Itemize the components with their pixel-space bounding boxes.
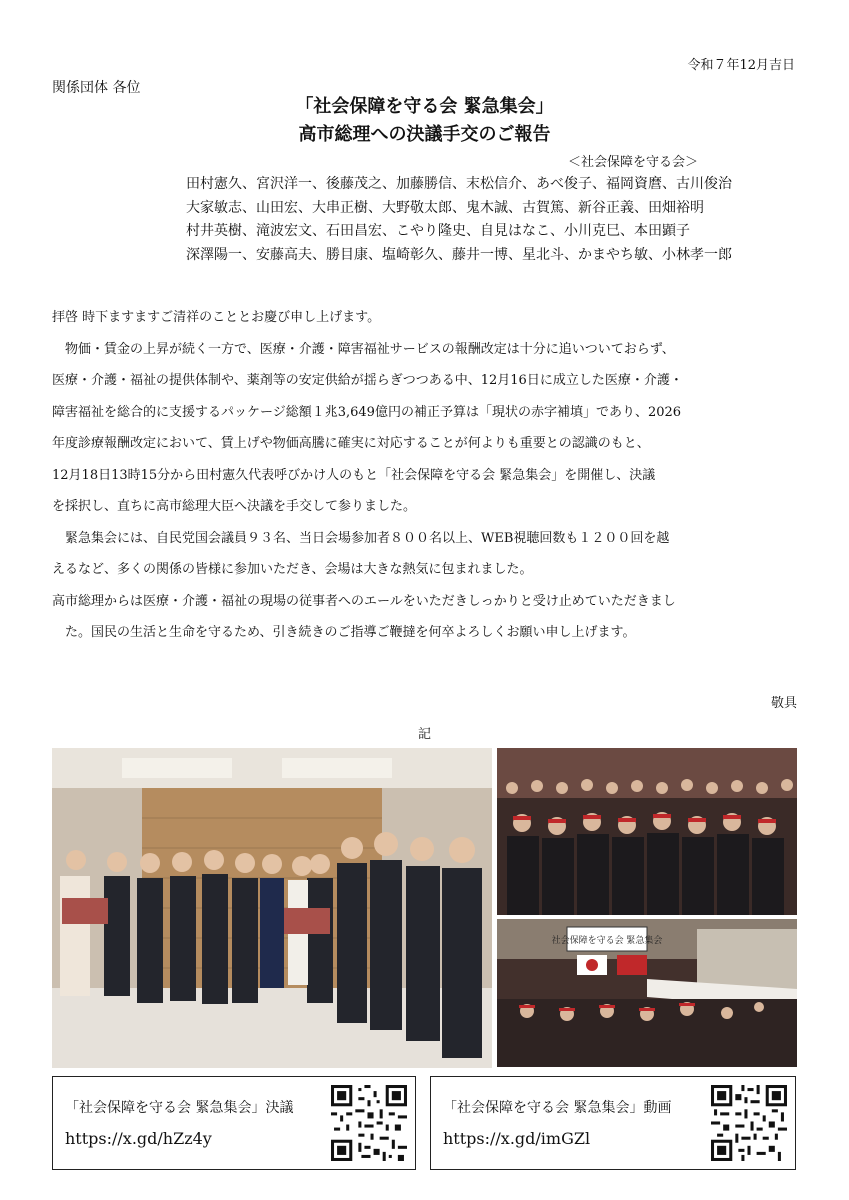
- recipients: 関係団体 各位: [52, 80, 141, 96]
- resolution-link-box[interactable]: [52, 1076, 416, 1170]
- banner-text: 社会保障を守る会 緊急集会: [551, 936, 663, 946]
- member-line: 深澤陽一、安藤高夫、勝目康、塩崎彰久、藤井一博、星北斗、かまやち敏、小林孝一郎: [186, 246, 732, 263]
- resolution-link-label: 「社会保障を守る会 緊急集会」決議: [65, 1100, 294, 1116]
- ki-marker: 記: [417, 727, 431, 742]
- title-line-2: 高市総理への決議手交のご報告: [298, 124, 551, 145]
- body-line: 高市総理からは医療・介護・福祉の現場の従事者へのエールをいただきしっかりと受け止めていただきまし: [52, 593, 676, 609]
- member-list: [186, 173, 826, 267]
- body-line: 緊急集会には、自民党国会議員９３名、当日会場参加者８００名以上、WEB視聴回数も１２００回を越: [65, 530, 670, 546]
- qr-code-icon[interactable]: [331, 1085, 407, 1161]
- body-line: 12月18日13時15分から田村憲久代表呼びかけ人のもと「社会保障を守る会 緊急集会」を開催し、決議: [52, 467, 656, 483]
- qr-code-icon[interactable]: [711, 1085, 787, 1161]
- body-line: 障害福祉を総合的に支援するパッケージ総額１兆3,649億円の補正予算は「現状の赤字補填」であり、2026: [52, 404, 682, 420]
- member-line: 村井英樹、滝波宏文、石田昌宏、こやり隆史、自見はなこ、小川克巳、本田顕子: [186, 223, 690, 239]
- photo-rally-crowd: [497, 748, 797, 915]
- organization-name: ＜社会保障を守る会＞: [568, 155, 699, 170]
- body-line: た。国民の生活と生命を守るため、引き続きのご指導ご鞭撻を何卒よろしくお願い申し上げます。: [65, 625, 636, 640]
- resolution-link-url[interactable]: https://x.gd/hZz4y: [65, 1129, 212, 1148]
- member-line: 田村憲久、宮沢洋一、後藤茂之、加藤勝信、末松信介、あべ俊子、福岡資麿、古川俊治: [186, 176, 732, 192]
- body-line: 拝啓 時下ますますご清祥のこととお慶び申し上げます。: [52, 310, 381, 325]
- body-line: 年度診療報酬改定において、賃上げや物価高騰に確実に対応することが何よりも重要との認識のもと、: [52, 436, 650, 451]
- body-line: えるなど、多くの関係の皆様に参加いただき、会場は大きな熱気に包まれました。: [52, 562, 533, 577]
- body-line: 医療・介護・福祉の提供体制や、薬剤等の安定供給が揺らぎつつある中、12月16日に成立した医療・介護・: [52, 373, 683, 388]
- video-link-box[interactable]: [430, 1076, 796, 1170]
- body-line: 物価・賃金の上昇が続く一方で、医療・介護・障害福祉サービスの報酬改定は十分に追いついておらず、: [65, 341, 675, 357]
- member-line: 大家敏志、山田宏、大串正樹、大野敬太郎、鬼木誠、古賀篤、新谷正義、田畑裕明: [186, 199, 704, 216]
- title-line-1: 「社会保障を守る会 緊急集会」: [295, 96, 554, 117]
- closing-remark: 敬具: [770, 696, 797, 711]
- photo-resolution-handover: [52, 748, 492, 1068]
- video-link-label: 「社会保障を守る会 緊急集会」動画: [443, 1100, 672, 1116]
- document-date: 令和７年12月吉日: [687, 58, 795, 73]
- letter-body: [52, 302, 812, 649]
- photo-meeting-hall: [497, 919, 797, 1067]
- video-link-url[interactable]: https://x.gd/imGZl: [443, 1129, 591, 1148]
- body-line: を採択し、直ちに高市総理大臣へ決議を手交して参りました。: [52, 499, 417, 514]
